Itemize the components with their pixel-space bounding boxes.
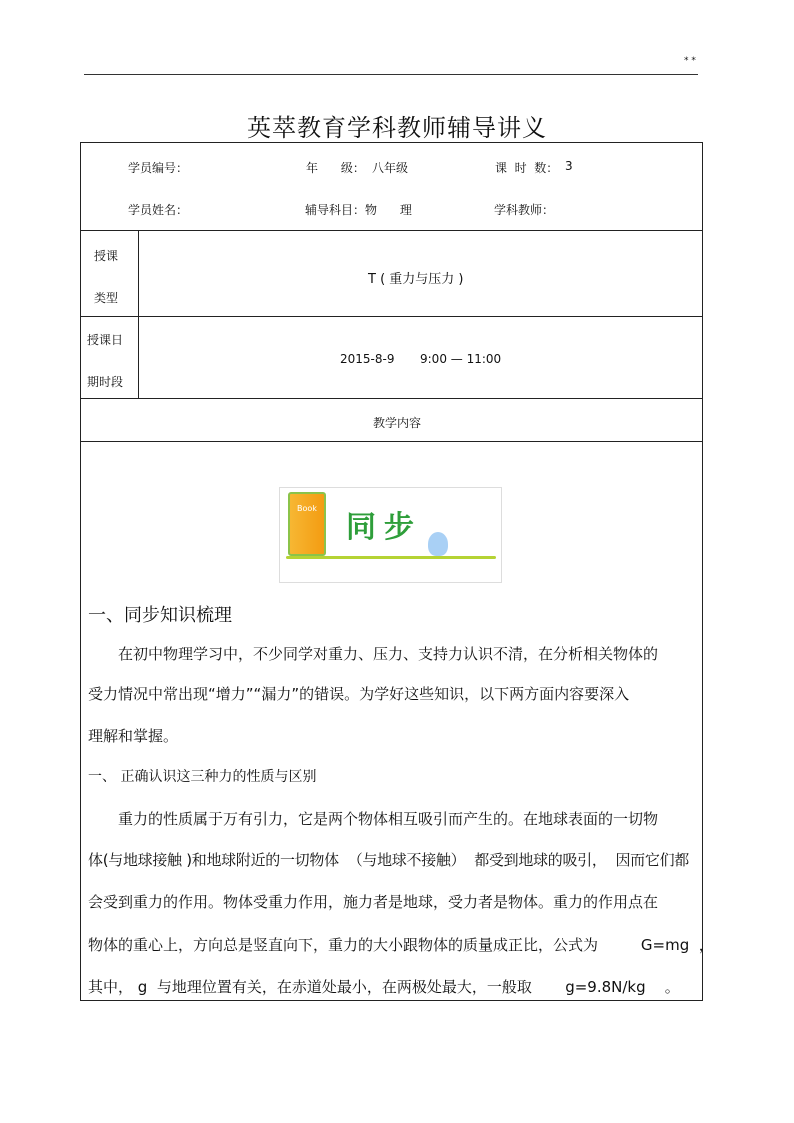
paragraph-line: 重力的性质属于万有引力，它是两个物体相互吸引而产生的。在地球表面的一切物 bbox=[118, 810, 659, 828]
type-label-2: 类型 bbox=[94, 291, 119, 305]
subject-value: 物 理 bbox=[365, 203, 412, 217]
sync-logo-text: 同步 bbox=[346, 510, 422, 545]
paragraph-line: 理解和掌握。 bbox=[88, 727, 179, 745]
vine-decoration bbox=[286, 556, 496, 559]
subsection-title: 一、 正确认识这三种力的性质与区别 bbox=[88, 769, 317, 785]
sync-banner-image bbox=[279, 487, 502, 583]
header-mark: * * bbox=[684, 56, 696, 66]
grade-value: 八年级 bbox=[372, 161, 409, 175]
student-name-label: 学员姓名： bbox=[128, 203, 189, 217]
type-label-1: 授课 bbox=[94, 249, 119, 263]
grade-label: 年 级： bbox=[306, 161, 365, 175]
content-header: 教学内容 bbox=[372, 416, 421, 430]
lesson-type: T ( 重力与压力 ) bbox=[368, 272, 464, 287]
student-no-label: 学员编号： bbox=[128, 161, 189, 175]
teacher-label: 学科教师： bbox=[494, 203, 555, 217]
document-title: 英萃教育学科教师辅导讲义 bbox=[247, 114, 547, 142]
paragraph-line: 其中， g 与地理位置有关，在赤道处最小，在两极处最大，一般取 g=9.8N/kg 。 bbox=[88, 978, 680, 996]
paragraph-line: 会受到重力的作用。物体受重力作用，施力者是地球，受力者是物体。重力的作用点在 bbox=[88, 893, 659, 911]
paragraph-line: 受力情况中常出现“增力”“漏力”的错误。为学好这些知识，以下两方面内容要深入 bbox=[88, 685, 630, 703]
hours-label: 课 时 数： bbox=[495, 161, 559, 175]
book-icon bbox=[288, 492, 326, 556]
paragraph-line: 体(与地球接触 )和地球附近的一切物体 （与地球不接触） 都受到地球的吸引， 因而它们都 bbox=[88, 851, 689, 869]
paragraph-line: 在初中物理学习中，不少同学对重力、压力、支持力认识不清，在分析相关物体的 bbox=[118, 645, 659, 663]
paragraph-line: 物体的重心上，方向总是竖直向下，重力的大小跟物体的质量成正比，公式为 G=mg ， bbox=[88, 936, 714, 954]
time-label-2: 期时段 bbox=[87, 375, 124, 389]
fairy-icon bbox=[428, 532, 448, 556]
subject-label: 辅导科目： bbox=[305, 203, 366, 217]
time-label-1: 授课日 bbox=[87, 333, 124, 347]
hours-value: 3 bbox=[565, 159, 573, 173]
lesson-time: 9:00 — 11:00 bbox=[420, 352, 502, 366]
header-rule bbox=[84, 74, 698, 75]
lesson-date: 2015-8-9 bbox=[340, 352, 395, 366]
book-label: Book bbox=[297, 504, 317, 513]
section-title: 一、同步知识梳理 bbox=[88, 605, 232, 626]
